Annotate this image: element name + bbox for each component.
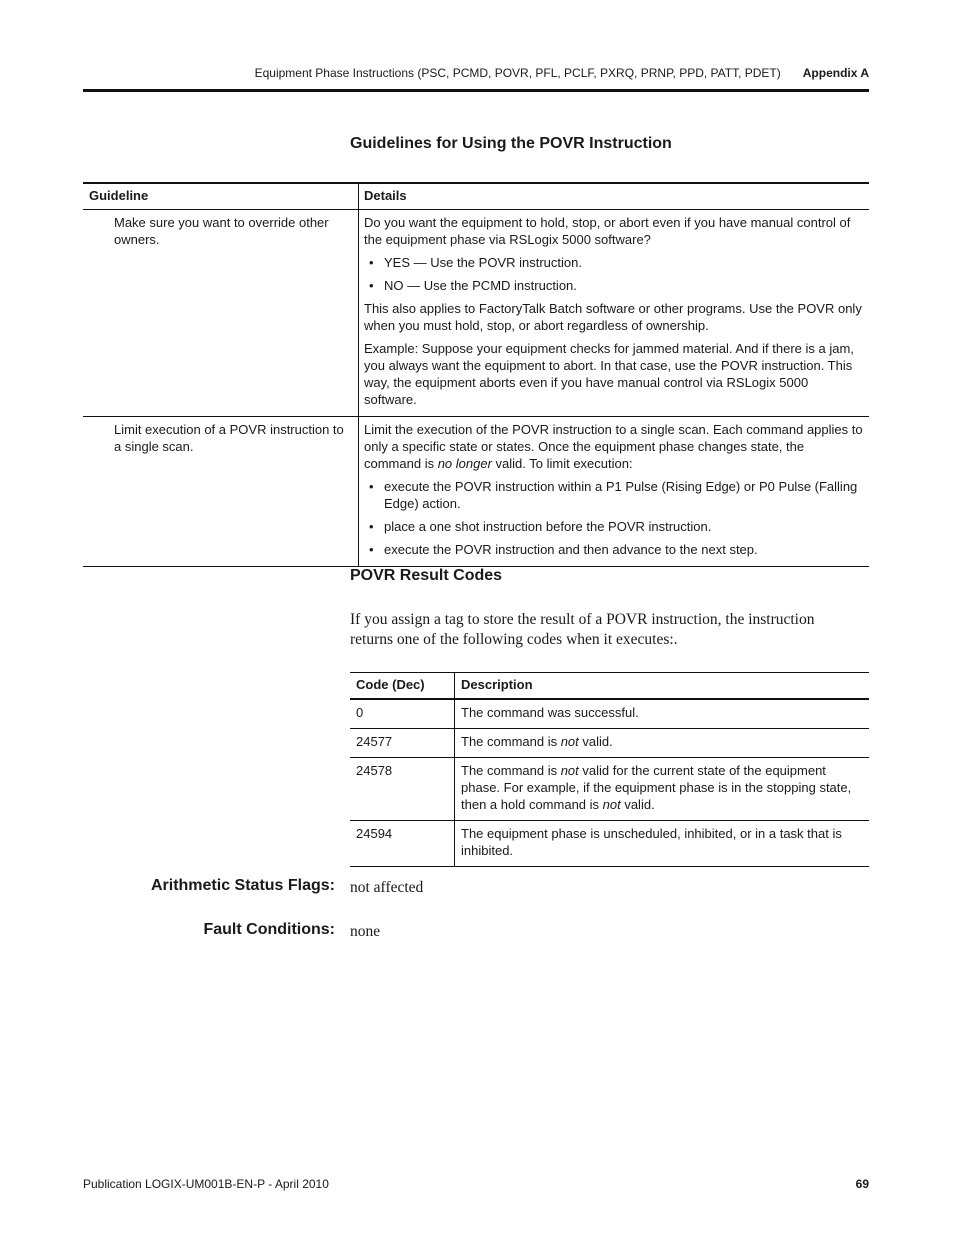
column-header-description: Description xyxy=(455,673,870,700)
text-run: valid. xyxy=(620,797,655,812)
description-cell xyxy=(455,758,870,821)
details-paragraph: Do you want the equipment to hold, stop, or abort even if you have manual control of the equipment phase via RSLogix 5000 software? xyxy=(364,215,851,247)
column-header-details: Details xyxy=(359,183,870,210)
header-rule xyxy=(83,89,869,92)
result-codes-heading: POVR Result Codes xyxy=(350,567,503,584)
details-cell xyxy=(359,417,870,567)
description-cell xyxy=(455,699,870,729)
details-paragraph: Example: Suppose your equipment checks for jammed material. And if there is a jam, you always want the equipment to abort. In that case, use the POVR instruction. This way, the equipment aborts even if you have manual control via RSLogix 5000 software. xyxy=(364,341,854,407)
table-row xyxy=(83,417,869,567)
details-list xyxy=(364,254,863,294)
running-header xyxy=(83,66,869,80)
table-header-row xyxy=(83,183,869,210)
table-row xyxy=(350,821,869,867)
table-row xyxy=(350,758,869,821)
fault-conditions-label: Fault Conditions: xyxy=(203,921,335,938)
details-paragraph: This also applies to FactoryTalk Batch software or other programs. Use the POVR only when you must hold, stop, or abort regardless of ownership. xyxy=(364,301,862,333)
text-run: The equipment phase is unscheduled, inhibited, or in a task that is inhibited. xyxy=(461,826,842,858)
code-cell: 24578 xyxy=(350,758,455,821)
table-row xyxy=(350,699,869,729)
result-codes-intro: If you assign a tag to store the result of a POVR instruction, the instruction returns one of the following codes when it executes:. xyxy=(350,611,815,648)
guidelines-table xyxy=(83,182,869,567)
text-run: The command was successful. xyxy=(461,705,639,720)
arithmetic-flags-value: not affected xyxy=(350,879,424,896)
guidelines-heading: Guidelines for Using the POVR Instruction xyxy=(350,135,672,152)
fault-conditions-value: none xyxy=(350,923,381,940)
details-paragraph xyxy=(364,421,863,472)
table-row xyxy=(83,210,869,417)
publication-footer: Publication LOGIX-UM001B-EN-P - April 2010 xyxy=(83,1177,329,1191)
text-run: valid. To limit execution: xyxy=(491,456,633,471)
arithmetic-flags-label: Arithmetic Status Flags: xyxy=(150,877,335,894)
appendix-label: Appendix A xyxy=(802,66,869,80)
description-cell xyxy=(455,729,870,758)
emphasis-text: not xyxy=(560,734,579,749)
table-header-row xyxy=(350,673,869,700)
guideline-cell: Make sure you want to override other owners. xyxy=(83,210,359,417)
list-item: • YES — Use the POVR instruction. xyxy=(364,254,863,271)
chapter-title: Equipment Phase Instructions (PSC, PCMD, POVR, PFL, PCLF, PXRQ, PRNP, PPD, PATT, PDET) xyxy=(254,66,781,80)
list-item: • execute the POVR instruction and then advance to the next step. xyxy=(364,541,863,558)
table-row xyxy=(350,729,869,758)
code-cell: 24577 xyxy=(350,729,455,758)
description-cell xyxy=(455,821,870,867)
details-cell xyxy=(359,210,870,417)
emphasis-text: not xyxy=(560,763,579,778)
guideline-cell: Limit execution of a POVR instruction to a single scan. xyxy=(83,417,359,567)
text-run: Limit the execution of the POVR instruction to a single scan. Each command applies to only a specific state or states. Once the equipment phase changes state, the command is xyxy=(364,422,863,471)
emphasis-text: no longer xyxy=(437,456,492,471)
page-number: 69 xyxy=(855,1177,869,1191)
details-list xyxy=(364,478,863,558)
text-run: valid. xyxy=(578,734,613,749)
result-codes-table xyxy=(350,672,869,867)
list-item: • execute the POVR instruction within a P1 Pulse (Rising Edge) or P0 Pulse (Falling Edge) action. xyxy=(364,478,863,512)
list-item: • place a one shot instruction before the POVR instruction. xyxy=(364,518,863,535)
text-run: The command is xyxy=(461,734,561,749)
code-cell: 0 xyxy=(350,699,455,729)
text-run: valid for the current state of the equipment phase. For example, if the equipment phase is in the stopping state, then a hold command is xyxy=(461,763,852,812)
code-cell: 24594 xyxy=(350,821,455,867)
column-header-guideline: Guideline xyxy=(83,183,359,210)
list-item: • NO — Use the PCMD instruction. xyxy=(364,277,863,294)
column-header-code: Code (Dec) xyxy=(350,673,455,700)
text-run: The command is xyxy=(461,763,561,778)
emphasis-text: not xyxy=(602,797,621,812)
